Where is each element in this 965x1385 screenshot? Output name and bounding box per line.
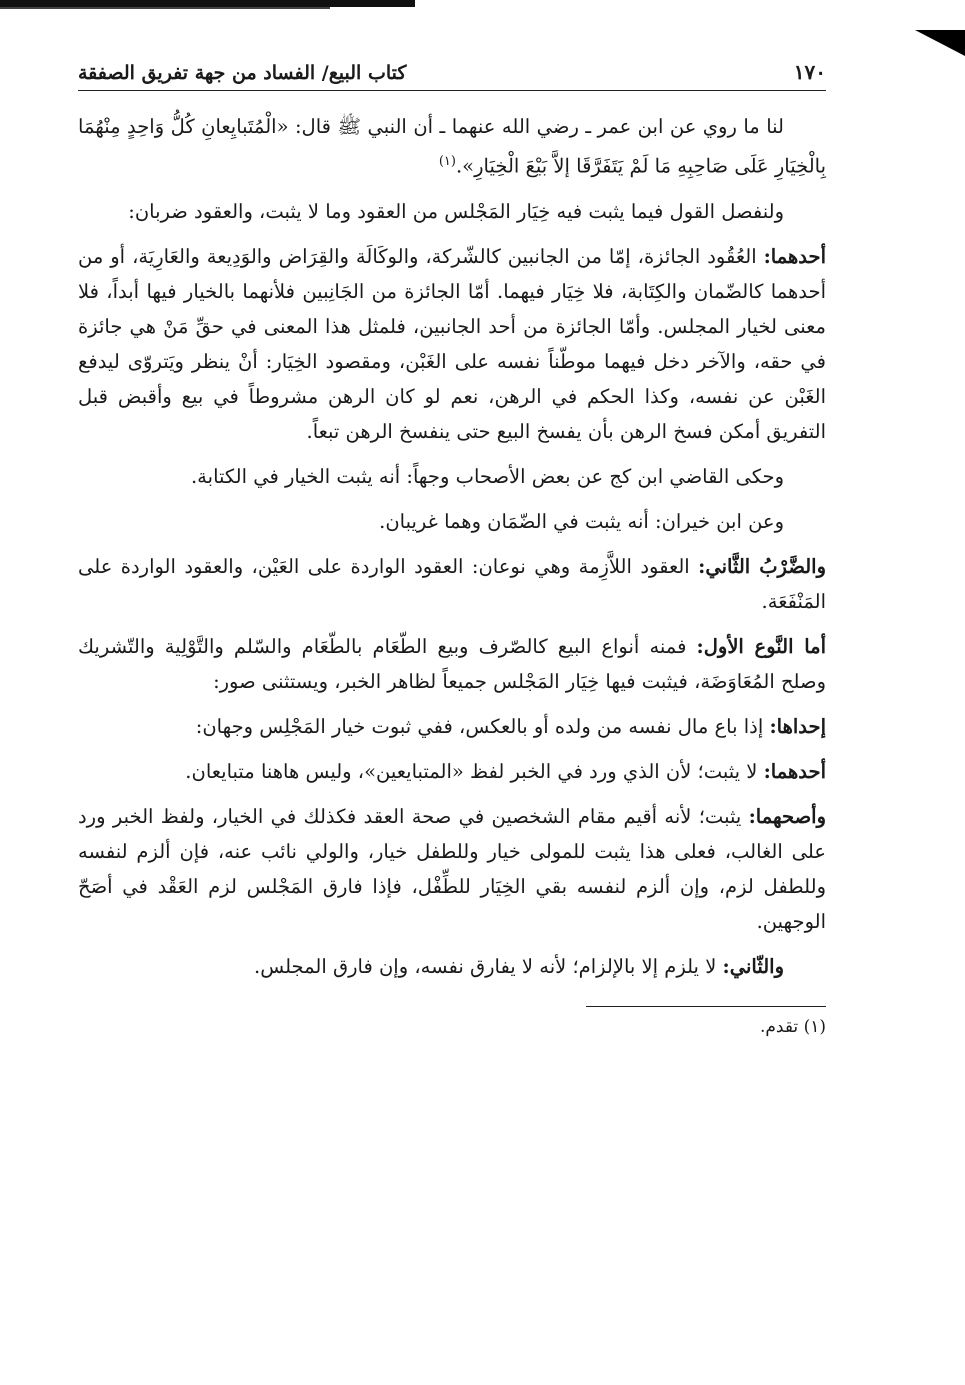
paragraph-lead: أما النَّوع الأول: bbox=[696, 634, 827, 658]
footnote bbox=[78, 1017, 826, 1037]
paragraph bbox=[78, 459, 826, 494]
scan-artifact-line bbox=[0, 7, 330, 9]
paragraph bbox=[78, 754, 826, 789]
paragraph-text: وعن ابن خيران: أنه يثبت في الضّمَان وهما غريبان. bbox=[379, 509, 784, 533]
paragraph bbox=[78, 549, 826, 619]
paragraph bbox=[78, 239, 826, 449]
paragraph-text: فمنه أنواع البيع كالصّرف وبيع الطّعَام بالطّعَام والسّلم والتَّوْلِية والتّشريك وصلح المُعَاوَضَة، فيثبت فيها خِيَار المَجْلس جميعاً لظاهر الخبر، ويستثنى صور: bbox=[78, 634, 826, 693]
paragraph-lead: والضَّرْبُ الثَّاني: bbox=[698, 554, 827, 578]
page-number: ١٧٠ bbox=[793, 60, 826, 84]
paragraph-text: إذا باع مال نفسه من ولده أو بالعكس، ففي ثبوت خيار المَجْلِس وجهان: bbox=[195, 714, 764, 738]
paragraph-text: يثبت؛ لأنه أقيم مقام الشخصين في صحة العقد فكذلك في الخيار، ولفظ الخبر ورد على الغالب، فعلى هذا يثبت للمولى خيار وللطفل خيار، والولي نائب عنه، فإن ألزم لنفسه وللطفل لزم، وإن ألزم لنفسه بقي الخِيَار للطِّفْل، فإذا فارق المَجْلس لزم العَقْد في أصَحّ الوجهين. bbox=[78, 804, 826, 933]
paragraph-text: العقود اللاَّزِمة وهي نوعان: العقود الواردة على العَيْن، والعقود الواردة على المَنْفَعَة. bbox=[78, 554, 826, 613]
paragraph-lead: إحداها: bbox=[769, 714, 826, 738]
scan-corner-mark bbox=[915, 30, 965, 56]
paragraph-text: لا يلزم إلا بالإلزام؛ لأنه لا يفارق نفسه، وإن فارق المجلس. bbox=[254, 954, 717, 978]
footnote-text: تقدم. bbox=[759, 1016, 799, 1037]
paragraph-text: لنا ما روي عن ابن عمر ـ رضي الله عنهما ـ أن النبي ﷺ قال: «الْمُتَبايِعانِ كُلُّ وَاحِدٍ مِنْهُمَا بِالْخِيَارِ عَلَى صَاحِبِهِ مَا لَمْ يَتَفَرَّقَا إلاَّ بَيْعَ الْخِيَارِ». bbox=[78, 115, 826, 178]
paragraph-text: لا يثبت؛ لأن الذي ورد في الخبر لفظ «المتبايعين»، وليس هاهنا متبايعان. bbox=[185, 759, 758, 783]
paragraph bbox=[78, 504, 826, 539]
paragraph bbox=[78, 709, 826, 744]
scan-artifact-bar bbox=[0, 0, 415, 7]
paragraph-text: العُقُود الجائزة، إمّا من الجانبين كالشّركة، والوكَالَة والقِرَاض والوَدِيعة والعَارِيَة، أو من أحدهما كالضّمان والكِتَابة، فلا خِيَار فيهما. أمّا الجائزة من الجَانِبين فلأنهما بالخيار فيها أبداً، فلا معنى لخيار المجلس. وأمّا الجائزة من أحد الجانبين، فلمثل هذا المعنى في حقِّ مَنْ هي جائزة في حقه، والآخر دخل فيهما موطّناً نفسه على الغَبْن، ومقصود الخِيَار: أنْ ينظر ويَتروّى ليدفع الغَبْن عن نفسه، وكذا الحكم في الرهن، نعم لو كان الرهن مشروطاً في بيع وأقبض قبل التفريق أمكن فسخ الرهن بأن يفسخ البيع حتى ينفسخ الرهن تبعاً. bbox=[78, 244, 826, 443]
book-page bbox=[78, 60, 826, 1037]
paragraph bbox=[78, 629, 826, 699]
paragraph-lead: أحدهما: bbox=[763, 759, 826, 783]
paragraph-lead: وأصحهما: bbox=[748, 804, 826, 828]
paragraph-text: ولنفصل القول فيما يثبت فيه خِيَار المَجْلس من العقود وما لا يثبت، والعقود ضربان: bbox=[128, 199, 784, 223]
page-header bbox=[78, 60, 826, 91]
paragraph-text: وحكى القاضي ابن كج عن بعض الأصحاب وجهاً: أنه يثبت الخيار في الكتابة. bbox=[190, 464, 784, 488]
paragraph bbox=[78, 949, 826, 984]
footnote-divider bbox=[586, 1006, 826, 1007]
paragraph bbox=[78, 799, 826, 939]
footnote-reference: (١) bbox=[438, 154, 456, 169]
paragraph-lead: أحدهما: bbox=[763, 244, 826, 268]
main-text bbox=[78, 109, 826, 984]
paragraph-lead: والثّاني: bbox=[722, 954, 784, 978]
paragraph bbox=[78, 109, 826, 184]
footnote-marker: (١) bbox=[803, 1016, 826, 1037]
running-title: كتاب البيع/ الفساد من جهة تفريق الصفقة bbox=[78, 62, 407, 84]
paragraph bbox=[78, 194, 826, 229]
